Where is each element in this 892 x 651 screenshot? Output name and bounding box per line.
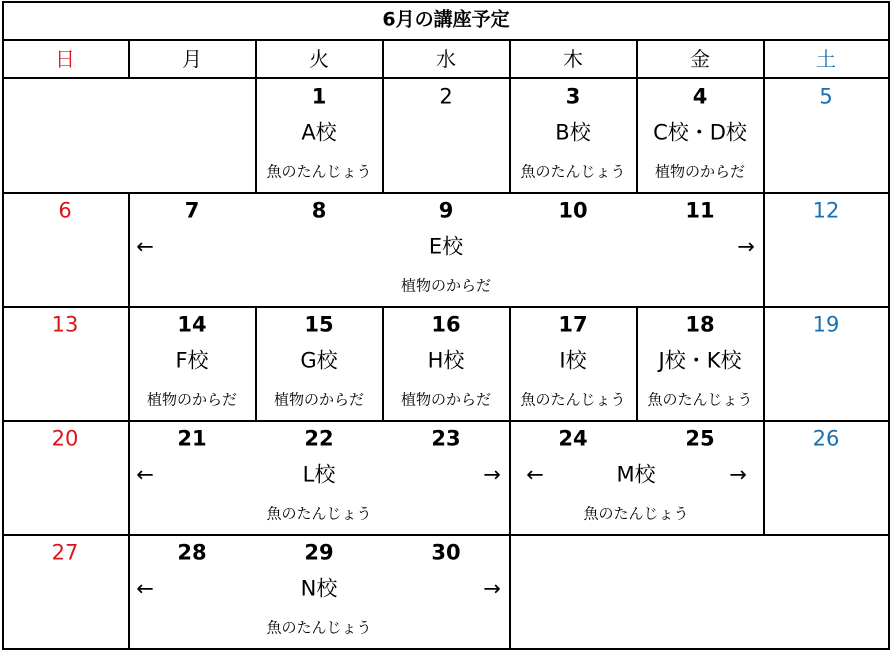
left-arrow-icon: ← — [136, 462, 154, 487]
grid-line — [128, 192, 130, 308]
grid-line — [763, 420, 765, 536]
day-number: 24 — [558, 426, 588, 451]
lesson-topic: 植物のからだ — [400, 276, 492, 295]
grid-line — [2, 534, 890, 536]
grid-line — [763, 192, 765, 308]
lesson-topic: 魚のたんじょう — [266, 618, 372, 637]
lesson-topic: 魚のたんじょう — [583, 504, 689, 523]
grid-line — [2, 306, 890, 308]
grid-line — [2, 1, 4, 650]
day-number: 25 — [685, 426, 715, 451]
day-number: 26 — [812, 426, 840, 451]
school-name: E校 — [428, 234, 464, 259]
lesson-topic: 魚のたんじょう — [520, 162, 626, 181]
lesson-topic: 植物のからだ — [654, 162, 746, 181]
grid-line — [509, 306, 511, 422]
day-number: 8 — [311, 198, 327, 223]
grid-line — [763, 306, 765, 422]
day-number: 10 — [558, 198, 588, 223]
lesson-topic: 魚のたんじょう — [520, 390, 626, 409]
grid-line — [255, 306, 257, 422]
day-number: 23 — [431, 426, 461, 451]
grid-line — [2, 39, 890, 41]
grid-line — [2, 1, 890, 3]
day-number: 17 — [558, 312, 588, 337]
grid-line — [509, 534, 511, 650]
weekday-thursday: 木 — [563, 47, 583, 71]
weekday-tuesday: 火 — [309, 47, 329, 71]
school-name: J校・K校 — [658, 348, 742, 373]
day-number: 1 — [311, 84, 327, 109]
day-number: 3 — [565, 84, 581, 109]
school-name: A校 — [301, 120, 337, 145]
lesson-topic: 魚のたんじょう — [647, 390, 753, 409]
grid-line — [888, 1, 890, 650]
lesson-topic: 植物のからだ — [146, 390, 238, 409]
weekday-friday: 金 — [690, 47, 710, 71]
day-number: 18 — [685, 312, 715, 337]
day-number: 30 — [431, 540, 461, 565]
day-number: 28 — [177, 540, 207, 565]
grid-line — [128, 534, 130, 650]
lesson-topic: 植物のからだ — [400, 390, 492, 409]
grid-line — [128, 39, 130, 79]
school-name: L校 — [302, 462, 336, 487]
page-title: 6月の講座予定 — [382, 8, 510, 31]
grid-line — [763, 39, 765, 194]
day-number: 20 — [51, 426, 79, 451]
lesson-topic: 魚のたんじょう — [266, 162, 372, 181]
day-number: 16 — [431, 312, 461, 337]
school-name: B校 — [555, 120, 591, 145]
school-name: G校 — [300, 348, 338, 373]
grid-line — [509, 39, 511, 194]
lesson-topic: 魚のたんじょう — [266, 504, 372, 523]
day-number: 14 — [177, 312, 207, 337]
day-number: 19 — [812, 312, 840, 337]
weekday-wednesday: 水 — [436, 47, 456, 71]
school-name: N校 — [300, 576, 338, 601]
left-arrow-icon: ← — [526, 462, 544, 487]
day-number: 12 — [812, 198, 840, 223]
right-arrow-icon: → — [483, 462, 501, 487]
lesson-topic: 植物のからだ — [273, 390, 365, 409]
day-number: 29 — [304, 540, 334, 565]
right-arrow-icon: → — [483, 576, 501, 601]
left-arrow-icon: ← — [136, 576, 154, 601]
weekday-sunday: 日 — [55, 47, 75, 71]
grid-line — [2, 192, 890, 194]
grid-line — [636, 306, 638, 422]
day-number: 27 — [51, 540, 79, 565]
grid-line — [2, 420, 890, 422]
day-number: 4 — [692, 84, 708, 109]
grid-line — [636, 39, 638, 194]
school-name: I校 — [559, 348, 587, 373]
day-number: 13 — [51, 312, 79, 337]
grid-line — [128, 306, 130, 422]
day-number: 2 — [439, 84, 453, 109]
weekday-saturday: 土 — [816, 47, 836, 71]
school-name: C校・D校 — [653, 120, 747, 145]
grid-line — [2, 648, 890, 650]
grid-line — [2, 77, 890, 79]
school-name: F校 — [175, 348, 209, 373]
grid-line — [382, 306, 384, 422]
day-number: 22 — [304, 426, 334, 451]
day-number: 7 — [184, 198, 200, 223]
grid-line — [382, 39, 384, 194]
weekday-monday: 月 — [182, 47, 202, 71]
day-number: 15 — [304, 312, 334, 337]
day-number: 11 — [685, 198, 715, 223]
school-name: H校 — [427, 348, 465, 373]
right-arrow-icon: → — [737, 234, 755, 259]
day-number: 6 — [58, 198, 72, 223]
left-arrow-icon: ← — [136, 234, 154, 259]
grid-line — [509, 420, 511, 536]
day-number: 5 — [819, 84, 833, 109]
day-number: 9 — [438, 198, 454, 223]
grid-line — [128, 420, 130, 536]
right-arrow-icon: → — [729, 462, 747, 487]
grid-line — [255, 39, 257, 194]
school-name: M校 — [616, 462, 656, 487]
day-number: 21 — [177, 426, 207, 451]
